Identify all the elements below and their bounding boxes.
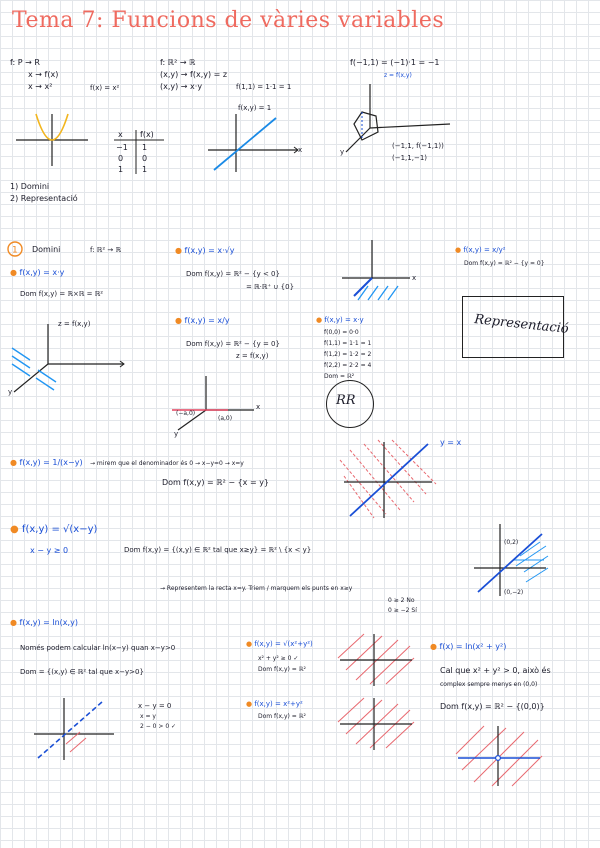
ex3-domain-a: Dom f(x,y) = ℝ² − {y = 0}: [186, 340, 280, 348]
ex4-function: f(x,y) = x·y: [324, 316, 364, 324]
ex1-axis-y: y: [8, 388, 13, 396]
domini-mapping: f: ℝ² → ℝ: [90, 246, 122, 254]
map3: f(−1,1) = (−1)·1 = −1: [350, 58, 440, 67]
map2-line1: f: ℝ² → ℝ: [160, 58, 196, 67]
ex10-graph: [336, 696, 416, 752]
ex3-domain-b: z = f(x,y): [236, 352, 269, 360]
ex7-function: f(x,y) = √(x−y): [21, 524, 98, 535]
graph-label: f(x,y) = 1: [238, 104, 272, 112]
ex11-function: f(x) = ln(x² + y²): [439, 642, 507, 651]
ex11-graph: [454, 724, 544, 788]
ex8-line-b: x = y: [140, 713, 156, 720]
ex3-axis-x: x: [256, 403, 261, 411]
ex8-function: f(x,y) = ln(x,y): [19, 618, 78, 627]
representacio-label: Representació: [473, 312, 570, 337]
ex6-graph: [340, 440, 440, 520]
ex7-check-b: 0 ≥ −2 Sí: [388, 607, 417, 614]
list-item-representacio: 2) Representació: [10, 194, 78, 203]
ex3-point-a: (−a,0): [176, 410, 196, 417]
ex11-note-b: complex sempre menys en (0,0): [440, 681, 538, 688]
ex8-domain: Dom = {(x,y) ∈ ℝ² tal que x−y>0}: [20, 668, 144, 676]
ex5-function: f(x,y) = x/y²: [463, 246, 506, 254]
ex1-function: f(x,y) = x·y: [19, 268, 65, 277]
ex4-value: f(1,1) = 1·1 = 1: [324, 340, 372, 347]
axis-z-label: z = f(x,y): [384, 72, 412, 79]
ex6-function: f(x,y) = 1/(x−y): [19, 458, 83, 467]
list-item-domini: 1) Domini: [10, 182, 50, 191]
ex4-value: f(2,2) = 2·2 = 4: [324, 362, 372, 369]
point-3d-a: (−1,1, f(−1,1)): [392, 142, 444, 150]
ex10-domain: Dom f(x,y) = ℝ²: [258, 713, 306, 720]
map1-line2: x → f(x): [28, 70, 59, 79]
ex2-function: f(x,y) = x·√y: [184, 246, 235, 255]
domini-heading: Domini: [32, 245, 61, 254]
ex7-check-a: 0 ≥ 2 No: [388, 597, 415, 604]
table-row-x: 1: [118, 165, 124, 174]
ex1-axis-z: z = f(x,y): [58, 320, 91, 328]
ex8-note: Només podem calcular ln(x−y) quan x−y>0: [20, 644, 176, 652]
ex1-3d-axes: [8, 320, 128, 400]
map2-line2: (x,y) → f(x,y) = z: [160, 70, 228, 79]
ex3-function: f(x,y) = x/y: [184, 316, 230, 325]
ex4-value: f(0,0) = 0·0: [324, 329, 359, 336]
point-3d-b: (−1,1,−1): [392, 154, 428, 162]
table-row-x: 0: [118, 154, 124, 163]
ex10-function: f(x,y) = x²+y²: [254, 700, 303, 708]
ex9-domain: Dom f(x,y) = ℝ²: [258, 666, 306, 673]
ex7-graph: [470, 520, 550, 600]
ex9-graph: [336, 632, 416, 688]
ex11-domain: Dom f(x,y) = ℝ² − {(0,0)}: [440, 702, 545, 711]
map1-note: f(x) = x²: [90, 84, 120, 92]
table-row-fx: 1: [142, 165, 148, 174]
ex4-value: f(1,2) = 1·2 = 2: [324, 351, 372, 358]
ex3-axis-y: y: [174, 430, 179, 438]
ex8-line-c: 2 − 0 > 0 ✓: [140, 723, 177, 730]
ex9-function: f(x,y) = √(x²+y²): [254, 640, 313, 648]
ex7-point-b: (0,−2): [504, 589, 524, 596]
ex2-graph: [340, 238, 430, 304]
ex5-domain: Dom f(x,y) = ℝ² − {y = 0}: [464, 260, 545, 267]
axis-y-label: y: [340, 148, 345, 156]
ex1-domain: Dom f(x,y) = ℝ×ℝ = ℝ²: [20, 290, 104, 298]
ex9-condition: x² + y² ≥ 0 ✓: [258, 655, 299, 662]
ex8-line: x − y = 0: [138, 702, 172, 710]
ex3-point-b: (a,0): [218, 415, 233, 422]
table-row-fx: 0: [142, 154, 148, 163]
map2-line3: (x,y) → x·y: [160, 82, 203, 91]
ex2-axis-x: x: [412, 274, 417, 282]
ex6-line-label: y = x: [440, 438, 462, 447]
ex7-condition: x − y ≥ 0: [30, 546, 69, 555]
map1-line1: f: P → R: [10, 58, 40, 67]
ex3-graph: [168, 372, 268, 442]
parabola-graph: [12, 108, 92, 168]
rep-circle-label: RR: [336, 393, 356, 408]
axis-x-label: x: [298, 146, 303, 154]
map2-note: f(1,1) = 1·1 = 1: [236, 83, 292, 91]
section-number-icon: [6, 240, 24, 258]
table-row-fx: 1: [142, 143, 148, 152]
line-graph: [206, 112, 306, 174]
ex4-domain: Dom = ℝ²: [324, 373, 355, 380]
ex7-point-a: (0,2): [504, 539, 519, 546]
ex2-domain-a: Dom f(x,y) = ℝ² − {y < 0}: [186, 270, 280, 278]
ex6-domain: Dom f(x,y) = ℝ² − {x = y}: [162, 478, 270, 487]
ex8-graph: [30, 694, 120, 764]
page-title: Tema 7: Funcions de vàries variables: [12, 8, 445, 33]
svg-text:1: 1: [12, 245, 18, 256]
table-header-x: x: [118, 130, 123, 139]
ex2-domain-b: = ℝ·ℝ⁺ ∪ {0}: [246, 283, 295, 291]
ex7-note: → Representem la recta x=y. Triem / marquem els punts en x≥y: [160, 585, 353, 592]
ex11-note-a: Cal que x² + y² > 0, això és: [440, 666, 551, 675]
ex7-domain: Dom f(x,y) = {(x,y) ∈ ℝ² tal que x≥y} = ℝ² \ {x < y}: [124, 546, 312, 554]
table-header-fx: f(x): [140, 130, 154, 139]
table-row-x: −1: [116, 143, 128, 152]
ex6-note: → mirem que el denominador és 0 → x−y=0 → x=y: [90, 460, 244, 467]
map1-line3: x → x²: [28, 82, 53, 91]
